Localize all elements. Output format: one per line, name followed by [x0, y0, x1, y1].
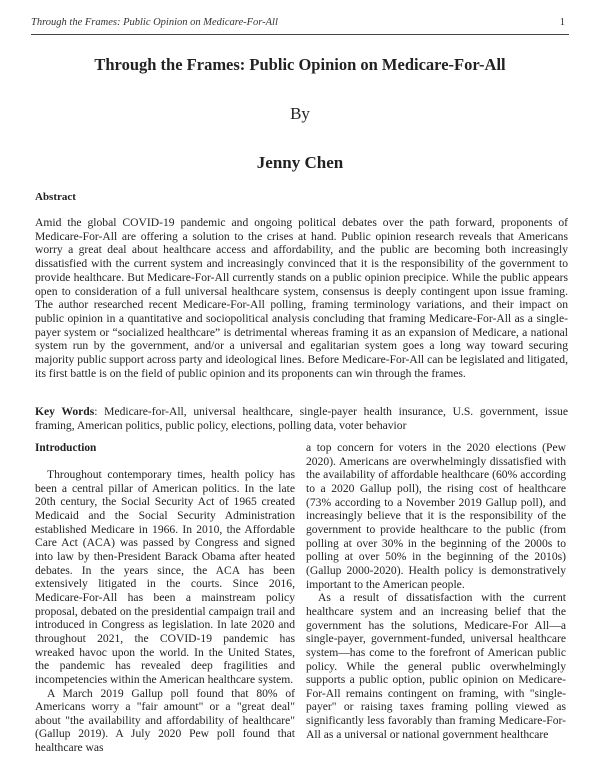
author-name: Jenny Chen [256, 153, 344, 172]
body-paragraph: As a result of dissatisfaction with the current healthcare system and an increasing belief that the government has the solutions, Medicare-For All—a single-payer, government-funded, universal healthcare system—has come to the forefront of American public policy. While the general public overwhelmingly supports a public option, public opinion on Medicare-For-All remains contingent on framing, with "single-payer" or raising taxes framing polling viewed as significantly less favorably than framing Medicare-For-All as a universal or national government healthcare [306, 591, 566, 741]
abstract-text: Amid the global COVID-19 pandemic and ongoing political debates over the path forward, proponents of Medicare-For-All are offering a solution to the crises at hand. Public opinion research reveals that Americans worry a great deal about healthcare access and affordability, and the public are becoming both increasingly dissatisfied with the current system and increasingly convinced that it is the responsibility of the government to provide healthcare. But Medicare-For-All currently stands on a public opinion precipice. While the public appears open to consideration of a full universal healthcare system, consensus is deeply contingent upon issue framing. The author researched recent Medicare-For-All polling, framing terminology variations, and their impact on public opinion in a quantitative and sociopolitical analysis concluding that framing Medicare-For-All as a single-payer system or “socialized healthcare” is detrimental whereas framing it as an expansion of Medicare, a national system run by the government, and/or a universal and egalitarian system goes a long way toward securing majority public support across party and ideological lines. Before Medicare-For-All can be legislated and litigated, its first battle is on the field of public opinion and its proponents can win through the frames. [35, 216, 568, 380]
abstract-heading: Abstract [35, 191, 76, 203]
body-paragraph: A March 2019 Gallup poll found that 80% of Americans worry a "fair amount" or a "great deal" about "the availability and affordability of healthcare" (Gallup 2019). A July 2020 Pew poll found that healthcare was [35, 686, 295, 755]
running-header [31, 17, 569, 35]
keywords-label: Key Words [35, 405, 95, 418]
by-line: By [290, 104, 310, 123]
keywords [35, 405, 568, 432]
body-paragraph: Throughout contemporary times, health policy has been a central pillar of American politics. In the late 20th century, the Social Security Act of 1965 created Medicaid and the Social Security Administration established Medicare in 1966. In 2010, the Affordable Care Act (ACA) was passed by Congress and signed into law by then-President Barack Obama after heated debates. In the years since, the ACA has been extensively litigated in the courts. Since 2016, Medicare-For-All has been a mainstream policy proposal, debated on the presidential campaign trail and introduced in Congress as legislation. In late 2020 and throughout 2021, the COVID-19 pandemic has wreaked havoc upon the world. In the United States, the pandemic has revealed deep fragilities and incompetencies within the American healthcare system. [35, 468, 295, 686]
body-paragraph: a top concern for voters in the 2020 elections (Pew 2020). Americans are overwhelmingly dissatisfied with the availability of affordable healthcare (60% according to a 2020 Gallup poll), the rising cost of healthcare (73% according to a November 2019 Gallup poll), and increasingly believe that it is the responsibility of the government to provide healthcare to the public (from polling at over 30% in the beginning of the 2000s to polling at over 50% in the beginning of the 2010s) (Gallup 2000-2020). Health policy is demonstratively important to the American people. [306, 441, 566, 591]
running-title: Through the Frames: Public Opinion on Medicare-For-All [31, 17, 278, 28]
right-column [306, 441, 566, 741]
keywords-text: : Medicare-for-All, universal healthcare, single-payer health insurance, U.S. government, issue framing, American politics, public policy, elections, polling data, voter behavior [35, 405, 568, 432]
introduction-heading: Introduction [35, 442, 97, 454]
paper-title: Through the Frames: Public Opinion on Medicare-For-All [94, 55, 506, 74]
page-number: 1 [559, 17, 565, 28]
left-column [35, 468, 295, 755]
